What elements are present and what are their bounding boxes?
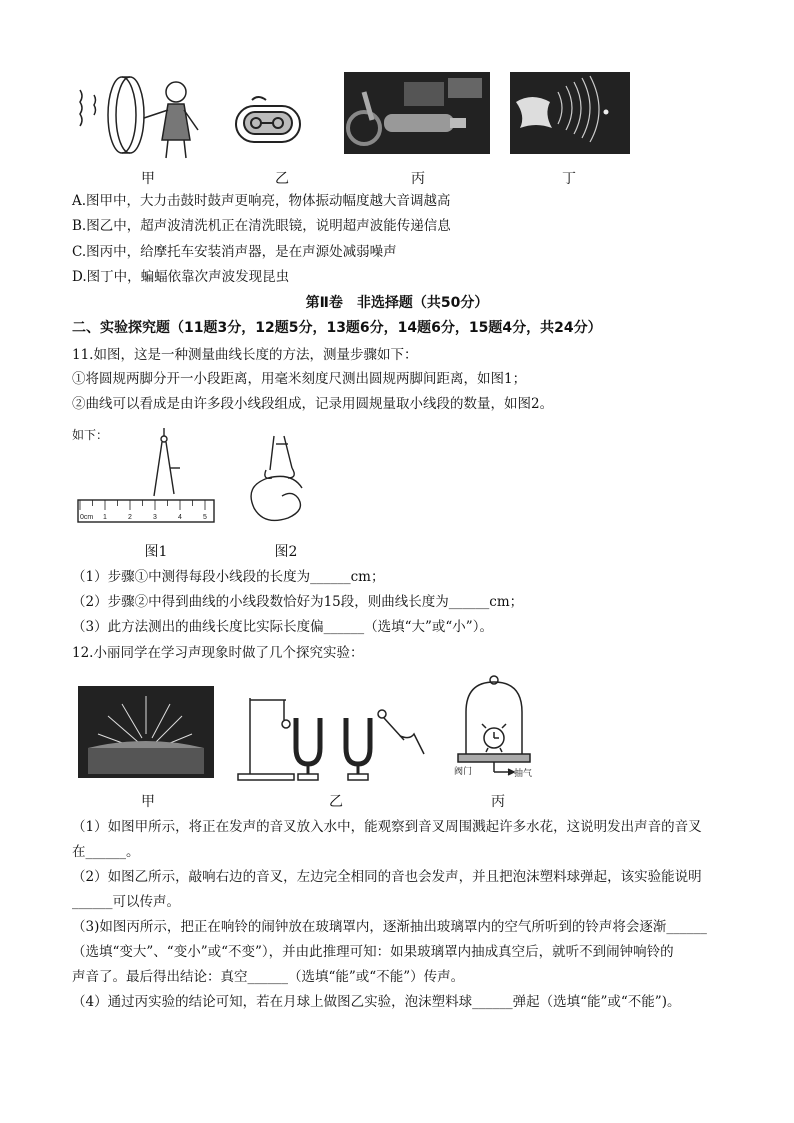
q11-stem: 11.如图，这是一种测量曲线长度的方法，测量步骤如下： (72, 347, 418, 363)
ruler-label-5: 5 (203, 514, 207, 521)
ruler-compass-figure (74, 424, 220, 530)
q12-sub1b: 在______。 (72, 844, 140, 860)
q12-stem: 12.小丽同学在学习声现象时做了几个探究实验： (72, 645, 364, 661)
q12-sub2a: （2）如图乙所示，敲响右边的音叉，左边完全相同的音也会发声，并且把泡沫塑料球弹起，该实验能说明 (72, 869, 702, 885)
drum-illustration (72, 70, 212, 160)
ruler-label-0: 0cm (80, 514, 94, 521)
ultrasonic-cleaner-illustration (232, 92, 304, 154)
q11-sub2: （2）步骤②中得到曲线的小线段数恰好为15段，则曲线长度为______cm； (72, 594, 524, 610)
ruler-label-4: 4 (178, 514, 182, 521)
spiral-compass-figure (244, 430, 320, 528)
q12-sub1a: （1）如图甲所示，将正在发声的音叉放入水中，能观察到音叉周围溅起许多水花，这说明发出声音的音叉 (72, 819, 702, 835)
q11-step1: ①将圆规两脚分开一小段距离，用毫米刻度尺测出圆规两脚间距离，如图1； (72, 371, 527, 387)
section-two-heading: 二、实验探究题（11题3分，12题5分，13题6分，14题6分，15题4分，共24分） (72, 320, 602, 336)
caption-jia: 甲 (141, 171, 155, 187)
q12-sub4: （4）通过丙实验的结论可知，若在月球上做图乙实验，泡沫塑料球______弹起（选填“能”或“不能”)。 (72, 994, 681, 1010)
q12-sub3b: （选填“变大”、“变小”或“不变”），并由此推理可知：如果玻璃罩内抽成真空后，就听不到闹钟响铃的 (72, 944, 674, 960)
bell-jar-vacuum-figure (452, 672, 536, 784)
q12-sub3c: 声音了。最后得出结论：真空______（选填“能”或“不能”）传声。 (72, 969, 465, 985)
q12-sub3a: （3)如图丙所示，把正在响铃的闹钟放在玻璃罩内，逐渐抽出玻璃罩内的空气所听到的铃声将会逐渐______ (72, 919, 707, 935)
fig2-caption: 图2 (274, 544, 298, 560)
ruler-label-2: 2 (128, 514, 132, 521)
q11-sub3: （3）此方法测出的曲线长度比实际长度偏______（选填“大”或“小”）。 (72, 619, 493, 635)
option-b: B.图乙中，超声波清洗机正在清洗眼镜，说明超声波能传递信息 (72, 218, 451, 234)
q11-step2: ②曲线可以看成是由许多段小线段组成，记录用圆规量取小线段的数量，如图2。 (72, 396, 554, 412)
part-two-title: 第Ⅱ卷 非选择题（共50分） (305, 295, 489, 311)
valve-label: 阀门 (454, 767, 473, 777)
ruler-label-3: 3 (153, 514, 157, 521)
ruler-label-1: 1 (103, 514, 107, 521)
fig1-caption: 图1 (144, 544, 168, 560)
pump-label: 抽气 (514, 769, 533, 779)
option-d: D.图丁中，蝙蝠依靠次声波发现昆虫 (72, 269, 290, 285)
option-c: C.图丙中，给摩托车安装消声器，是在声源处减弱噪声 (72, 244, 397, 260)
q12-caption-bing: 丙 (491, 794, 505, 810)
q12-caption-jia: 甲 (141, 794, 155, 810)
q12-caption-yi: 乙 (329, 794, 343, 810)
caption-bing: 丙 (411, 171, 425, 187)
tuning-fork-resonance-figure (236, 690, 432, 782)
q11-sub1: （1）步骤①中测得每段小线段的长度为______cm； (72, 569, 385, 585)
crop-label: 如下： (72, 428, 109, 442)
caption-ding: 丁 (562, 171, 576, 187)
bat-echolocation-photo (510, 72, 630, 154)
caption-yi: 乙 (275, 171, 289, 187)
q12-sub2b: ______可以传声。 (72, 894, 180, 910)
option-a: A.图甲中，大力击鼓时鼓声更响亮，物体振动幅度越大音调越高 (72, 193, 451, 209)
motorcycle-muffler-photo (344, 72, 490, 154)
fork-in-water-photo (78, 686, 214, 778)
